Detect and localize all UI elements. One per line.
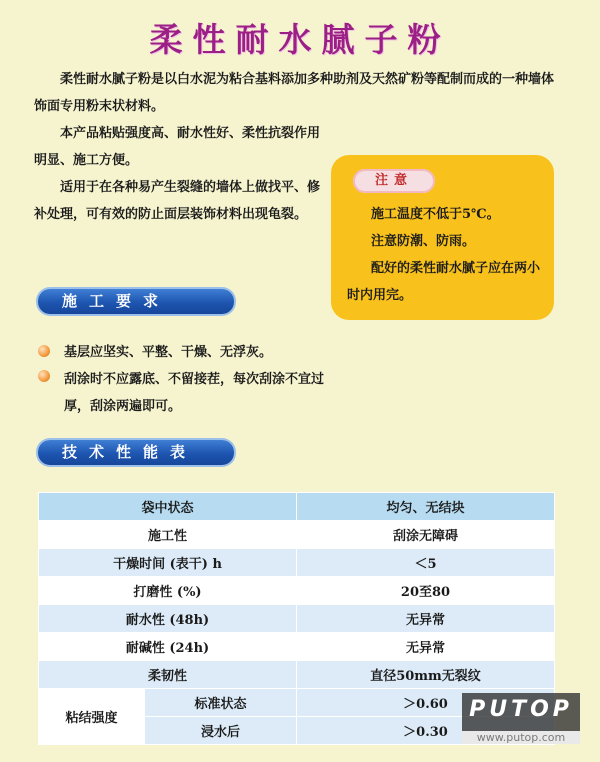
table-cell-subproperty: 标准状态 — [145, 689, 297, 717]
intro-paragraph-2: 本产品粘贴强度高、耐水性好、柔性抗裂作用明显、施工方便。 — [34, 126, 321, 168]
specs-heading: 技术性能表 — [38, 440, 234, 465]
table-cell-value: 无异常 — [297, 605, 555, 633]
intro-paragraph-3: 适用于在各种易产生裂缝的墙体上做找平、修补处理，可有效的防止面层装饰材料出现龟裂。 — [34, 180, 321, 222]
table-cell-property: 干燥时间 (表干) h — [39, 549, 297, 577]
table-row — [39, 661, 555, 689]
notice-line-1: 施工温度不低于5℃。 — [371, 207, 500, 222]
table-row — [39, 577, 555, 605]
table-cell-group: 粘结强度 — [39, 689, 145, 745]
bullet-icon — [38, 370, 50, 382]
intro-paragraph-1: 柔性耐水腻子粉是以白水泥为粘合基料添加多种助剂及天然矿粉等配制而成的一种墙体饰面专用粉末状材料。 — [34, 72, 555, 114]
table-cell-value: 无异常 — [297, 633, 555, 661]
table-row — [39, 521, 555, 549]
bullet-icon — [38, 345, 50, 357]
watermark-url: www.putop.com — [462, 731, 580, 744]
table-cell-property: 施工性 — [39, 521, 297, 549]
notice-label: 注意 — [353, 169, 435, 193]
page-title: 柔性耐水腻子粉 — [149, 20, 451, 59]
notice-box — [331, 155, 554, 320]
notice-line-2: 注意防潮、防雨。 — [371, 234, 476, 249]
table-cell-property: 耐水性 (48h) — [39, 605, 297, 633]
construction-heading: 施工要求 — [38, 289, 234, 314]
table-header-cell: 均匀、无结块 — [297, 493, 555, 521]
table-cell-value: ＜5 — [297, 549, 555, 577]
table-cell-property: 打磨性 (%) — [39, 577, 297, 605]
table-cell-value: ＞0.60 — [297, 689, 555, 717]
table-row — [39, 633, 555, 661]
construction-item-2: 刮涂时不应露底、不留接茬，每次刮涂不宜过厚，刮涂两遍即可。 — [64, 372, 325, 414]
table-cell-property: 耐碱性 (24h) — [39, 633, 297, 661]
table-row — [39, 549, 555, 577]
table-cell-value: 刮涂无障碍 — [297, 521, 555, 549]
table-header-cell: 袋中状态 — [39, 493, 297, 521]
table-header-row — [39, 493, 555, 521]
table-cell-value: 直径50mm无裂纹 — [297, 661, 555, 689]
watermark-logo: PUTOP — [469, 697, 573, 722]
table-cell-property: 柔韧性 — [39, 661, 297, 689]
table-row — [39, 605, 555, 633]
table-cell-subproperty: 浸水后 — [145, 717, 297, 745]
table-cell-value: ＞0.30 — [297, 717, 555, 745]
construction-item-1: 基层应坚实、平整、干燥、无浮灰。 — [64, 345, 273, 360]
table-cell-value: 20至80 — [297, 577, 555, 605]
notice-line-3: 配好的柔性耐水腻子应在两小时内用完。 — [347, 261, 541, 303]
